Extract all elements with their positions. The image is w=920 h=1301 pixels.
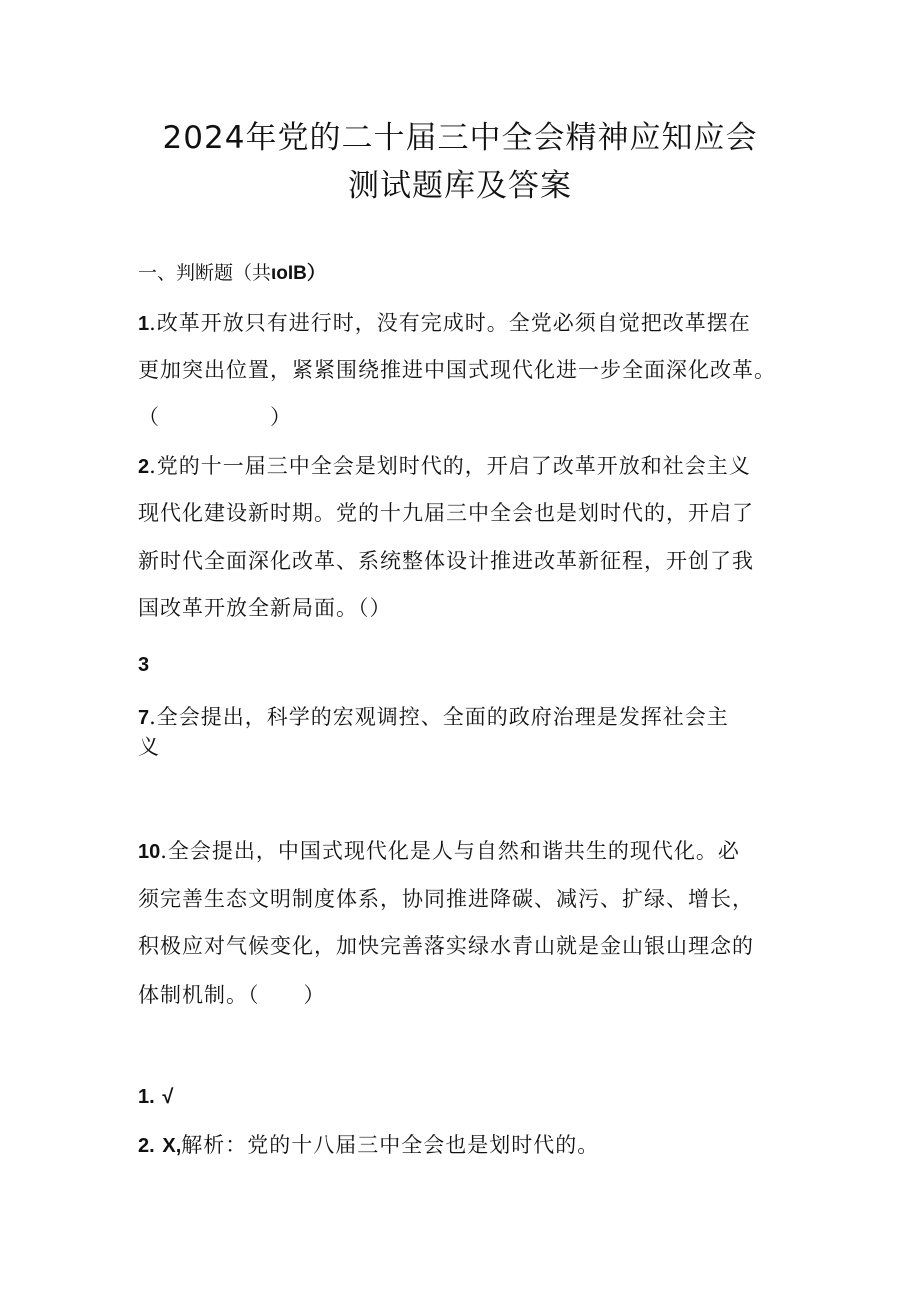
document-title-line-1: 2024年党的二十届三中全会精神应知应会 (162, 120, 758, 156)
question-10-number: 10 (138, 841, 161, 863)
question-1-text-1: .改革开放只有进行时，没有完成时。全党必须自觉把改革摆在 (149, 311, 751, 335)
question-7-line-2: 义 (138, 735, 160, 759)
answer-1 (138, 1081, 788, 1112)
answer-2-explanation: 解析：党的十八届三中全会也是划时代的。 (181, 1133, 600, 1157)
question-10-line-2: 须完善生态文明制度体系，协同推进降碳、减污、扩绿、增长， (138, 887, 754, 911)
document-title-line-2: 测试题库及答案 (348, 168, 572, 204)
answer-1-number: 1. (138, 1086, 155, 1108)
question-10-line-4: 体制机制。（ ） (138, 983, 326, 1007)
section-heading-prefix: 一、判断题（共 (138, 262, 272, 284)
question-2-line-2: 现代化建设新时期。党的十九届三中全会也是划时代的，开启了 (138, 501, 754, 525)
question-2-line-3: 新时代全面深化改革、系统整体设计推进改革新征程，开创了我 (138, 549, 754, 573)
question-2-number: 2 (138, 456, 150, 478)
question-3-number-line (138, 649, 788, 680)
question-7-line-1 (138, 702, 788, 733)
answer-2-number: 2. (138, 1135, 155, 1157)
question-1-line-1 (138, 308, 788, 339)
answer-1-checkmark: √ (162, 1086, 174, 1108)
question-2-line-1 (138, 451, 788, 482)
question-10-line-3: 积极应对气候变化，加快完善落实绿水青山就是金山银山理念的 (138, 934, 754, 958)
question-1-number: 1 (138, 313, 150, 335)
question-7-text-1: .全会提出，科学的宏观调控、全面的政府治理是发挥社会主 (149, 705, 729, 729)
answer-2-mark: X, (162, 1135, 182, 1157)
question-3-number: 3 (138, 654, 150, 676)
question-2-line-4: 国改革开放全新局面。（） (138, 596, 392, 620)
section-heading (138, 258, 326, 289)
question-10-text-1: .全会提出，中国式现代化是人与自然和谐共生的现代化。必 (160, 839, 740, 863)
section-heading-suffix: ιoIB） (271, 263, 326, 284)
question-2-text-1: .党的十一届三中全会是划时代的，开启了改革开放和社会主义 (149, 454, 751, 478)
question-10-line-1 (138, 836, 788, 867)
question-1-line-2: 更加突出位置，紧紧围绕推进中国式现代化进一步全面深化改革。 (138, 358, 776, 382)
question-7-number: 7 (138, 707, 150, 729)
answer-2 (138, 1130, 788, 1161)
question-1-answer-blank: （ ） (138, 405, 292, 429)
